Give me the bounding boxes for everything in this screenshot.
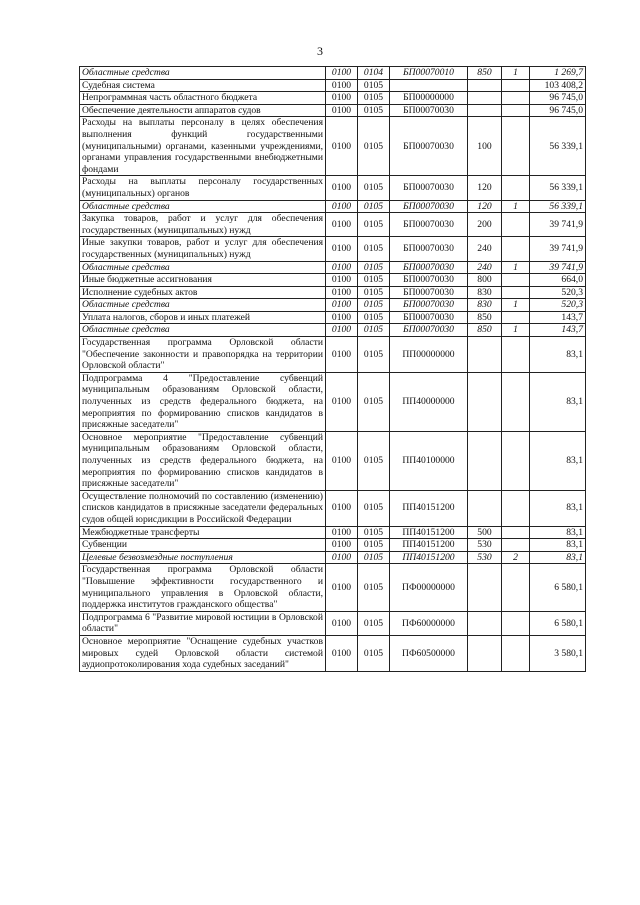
- funding-source-cell: [502, 635, 530, 671]
- subsection-code-cell: 0105: [358, 337, 390, 373]
- table-row: [80, 611, 586, 635]
- table-row: [80, 92, 586, 105]
- table-row: [80, 526, 586, 539]
- funding-source-cell: 1: [502, 200, 530, 213]
- expense-type-cell: 530: [468, 539, 502, 552]
- target-article-cell: БП00070030: [390, 176, 468, 200]
- section-code-cell: 0100: [326, 79, 358, 92]
- amount-cell: 664,0: [530, 274, 586, 287]
- amount-cell: 143,7: [530, 311, 586, 324]
- row-name-cell: Судебная система: [80, 79, 326, 92]
- target-article-cell: БП00070030: [390, 261, 468, 274]
- subsection-code-cell: 0105: [358, 237, 390, 261]
- row-name-cell: Осуществление полномочий по составлению (изменению) списков кандидатов в присяжные заседатели федеральных судов общей юрисдикции в Российской Федерации: [80, 490, 326, 526]
- funding-source-cell: [502, 286, 530, 299]
- table-row: [80, 79, 586, 92]
- expense-type-cell: [468, 92, 502, 105]
- amount-cell: 83,1: [530, 337, 586, 373]
- table-row: [80, 564, 586, 611]
- row-name-cell: Областные средства: [80, 324, 326, 337]
- row-name-cell: Расходы на выплаты персоналу государственных (муниципальных) органов: [80, 176, 326, 200]
- amount-cell: 103 408,2: [530, 79, 586, 92]
- row-name-cell: Межбюджетные трансферты: [80, 526, 326, 539]
- row-name-cell: Основное мероприятие "Предоставление субвенций муниципальным образованиям Орловской области, полученных из средств федерального бюджета, на мероприятия по формированию списков кандидатов в присяжные заседатели": [80, 431, 326, 490]
- section-code-cell: 0100: [326, 564, 358, 611]
- row-name-cell: Иные бюджетные ассигнования: [80, 274, 326, 287]
- amount-cell: 39 741,9: [530, 261, 586, 274]
- section-code-cell: 0100: [326, 104, 358, 117]
- target-article-cell: ПФ00000000: [390, 564, 468, 611]
- row-name-cell: Областные средства: [80, 200, 326, 213]
- row-name-cell: Целевые безвозмездные поступления: [80, 551, 326, 564]
- section-code-cell: 0100: [326, 311, 358, 324]
- section-code-cell: 0100: [326, 635, 358, 671]
- subsection-code-cell: 0105: [358, 92, 390, 105]
- section-code-cell: 0100: [326, 117, 358, 176]
- row-name-cell: Исполнение судебных актов: [80, 286, 326, 299]
- funding-source-cell: [502, 274, 530, 287]
- amount-cell: 56 339,1: [530, 200, 586, 213]
- target-article-cell: ПП40151200: [390, 526, 468, 539]
- row-name-cell: Закупка товаров, работ и услуг для обеспечения государственных (муниципальных) нужд: [80, 213, 326, 237]
- section-code-cell: 0100: [326, 611, 358, 635]
- subsection-code-cell: 0105: [358, 274, 390, 287]
- section-code-cell: 0100: [326, 237, 358, 261]
- amount-cell: 83,1: [530, 551, 586, 564]
- section-code-cell: 0100: [326, 213, 358, 237]
- expense-type-cell: 120: [468, 200, 502, 213]
- amount-cell: 6 580,1: [530, 564, 586, 611]
- target-article-cell: БП00070030: [390, 117, 468, 176]
- expense-type-cell: [468, 104, 502, 117]
- section-code-cell: 0100: [326, 261, 358, 274]
- table-row: [80, 104, 586, 117]
- row-name-cell: Основное мероприятие "Оснащение судебных участков мировых судей Орловской области системой аудиопротоколирования хода судебных заседаний": [80, 635, 326, 671]
- subsection-code-cell: 0105: [358, 200, 390, 213]
- section-code-cell: 0100: [326, 490, 358, 526]
- row-name-cell: Субвенции: [80, 539, 326, 552]
- subsection-code-cell: 0105: [358, 311, 390, 324]
- subsection-code-cell: 0105: [358, 104, 390, 117]
- subsection-code-cell: 0105: [358, 286, 390, 299]
- funding-source-cell: [502, 79, 530, 92]
- subsection-code-cell: 0105: [358, 176, 390, 200]
- target-article-cell: БП00070030: [390, 324, 468, 337]
- section-code-cell: 0100: [326, 299, 358, 312]
- page-number: 3: [317, 44, 323, 58]
- row-name-cell: Областные средства: [80, 299, 326, 312]
- subsection-code-cell: 0105: [358, 490, 390, 526]
- subsection-code-cell: 0105: [358, 564, 390, 611]
- funding-source-cell: [502, 611, 530, 635]
- table-row: [80, 67, 586, 80]
- expense-type-cell: 500: [468, 526, 502, 539]
- target-article-cell: [390, 79, 468, 92]
- target-article-cell: ПП40100000: [390, 431, 468, 490]
- expense-type-cell: 200: [468, 213, 502, 237]
- table-row: [80, 431, 586, 490]
- funding-source-cell: 2: [502, 551, 530, 564]
- table-row: [80, 490, 586, 526]
- section-code-cell: 0100: [326, 67, 358, 80]
- expense-type-cell: 850: [468, 67, 502, 80]
- funding-source-cell: [502, 92, 530, 105]
- subsection-code-cell: 0105: [358, 635, 390, 671]
- target-article-cell: ПФ60000000: [390, 611, 468, 635]
- target-article-cell: БП00070030: [390, 237, 468, 261]
- funding-source-cell: 1: [502, 324, 530, 337]
- section-code-cell: 0100: [326, 324, 358, 337]
- expense-type-cell: [468, 431, 502, 490]
- amount-cell: 56 339,1: [530, 117, 586, 176]
- amount-cell: 56 339,1: [530, 176, 586, 200]
- target-article-cell: ПП00000000: [390, 337, 468, 373]
- row-name-cell: Непрограммная часть областного бюджета: [80, 92, 326, 105]
- table-row: [80, 261, 586, 274]
- subsection-code-cell: 0105: [358, 431, 390, 490]
- subsection-code-cell: 0105: [358, 79, 390, 92]
- funding-source-cell: 1: [502, 299, 530, 312]
- row-name-cell: Иные закупки товаров, работ и услуг для обеспечения государственных (муниципальных) нужд: [80, 237, 326, 261]
- amount-cell: 1 269,7: [530, 67, 586, 80]
- expense-type-cell: 240: [468, 237, 502, 261]
- expense-type-cell: [468, 635, 502, 671]
- row-name-cell: Расходы на выплаты персоналу в целях обеспечения выполнения функций государственными (муниципальными) органами, казенными учреждениями, органами управления государственными внебюджетными фондами: [80, 117, 326, 176]
- target-article-cell: БП00000000: [390, 92, 468, 105]
- subsection-code-cell: 0105: [358, 526, 390, 539]
- target-article-cell: ПП40151200: [390, 551, 468, 564]
- table-row: [80, 299, 586, 312]
- amount-cell: 96 745,0: [530, 92, 586, 105]
- funding-source-cell: [502, 176, 530, 200]
- expense-type-cell: [468, 490, 502, 526]
- table-row: [80, 274, 586, 287]
- budget-table-body: [80, 67, 586, 672]
- amount-cell: 83,1: [530, 372, 586, 431]
- funding-source-cell: [502, 372, 530, 431]
- target-article-cell: ПП40151200: [390, 490, 468, 526]
- amount-cell: 143,7: [530, 324, 586, 337]
- section-code-cell: 0100: [326, 337, 358, 373]
- expense-type-cell: 100: [468, 117, 502, 176]
- expense-type-cell: [468, 564, 502, 611]
- funding-source-cell: [502, 490, 530, 526]
- table-row: [80, 286, 586, 299]
- funding-source-cell: [502, 526, 530, 539]
- subsection-code-cell: 0105: [358, 611, 390, 635]
- table-row: [80, 213, 586, 237]
- expense-type-cell: 830: [468, 299, 502, 312]
- table-row: [80, 176, 586, 200]
- target-article-cell: БП00070030: [390, 311, 468, 324]
- row-name-cell: Областные средства: [80, 67, 326, 80]
- table-row: [80, 117, 586, 176]
- amount-cell: 83,1: [530, 431, 586, 490]
- row-name-cell: Государственная программа Орловской области "Повышение эффективности государственного и муниципального управления в Орловской области, поддержка институтов гражданского общества": [80, 564, 326, 611]
- target-article-cell: ПФ60500000: [390, 635, 468, 671]
- row-name-cell: Уплата налогов, сборов и иных платежей: [80, 311, 326, 324]
- funding-source-cell: [502, 237, 530, 261]
- subsection-code-cell: 0105: [358, 551, 390, 564]
- funding-source-cell: [502, 104, 530, 117]
- amount-cell: 39 741,9: [530, 237, 586, 261]
- subsection-code-cell: 0105: [358, 324, 390, 337]
- section-code-cell: 0100: [326, 539, 358, 552]
- subsection-code-cell: 0105: [358, 117, 390, 176]
- table-row: [80, 200, 586, 213]
- section-code-cell: 0100: [326, 431, 358, 490]
- target-article-cell: БП00070030: [390, 299, 468, 312]
- target-article-cell: ПП40000000: [390, 372, 468, 431]
- table-row: [80, 635, 586, 671]
- section-code-cell: 0100: [326, 176, 358, 200]
- section-code-cell: 0100: [326, 526, 358, 539]
- funding-source-cell: [502, 539, 530, 552]
- funding-source-cell: 1: [502, 261, 530, 274]
- budget-table: [79, 66, 586, 672]
- target-article-cell: БП00070030: [390, 200, 468, 213]
- expense-type-cell: [468, 372, 502, 431]
- amount-cell: 39 741,9: [530, 213, 586, 237]
- table-row: [80, 237, 586, 261]
- amount-cell: 520,3: [530, 286, 586, 299]
- expense-type-cell: 850: [468, 311, 502, 324]
- table-row: [80, 372, 586, 431]
- amount-cell: 520,3: [530, 299, 586, 312]
- funding-source-cell: [502, 564, 530, 611]
- row-name-cell: Подпрограмма 6 "Развитие мировой юстиции в Орловской области": [80, 611, 326, 635]
- expense-type-cell: [468, 611, 502, 635]
- section-code-cell: 0100: [326, 92, 358, 105]
- target-article-cell: БП00070030: [390, 213, 468, 237]
- subsection-code-cell: 0105: [358, 539, 390, 552]
- expense-type-cell: [468, 79, 502, 92]
- funding-source-cell: [502, 337, 530, 373]
- expense-type-cell: [468, 337, 502, 373]
- table-row: [80, 311, 586, 324]
- target-article-cell: ПП40151200: [390, 539, 468, 552]
- table-row: [80, 539, 586, 552]
- funding-source-cell: [502, 431, 530, 490]
- subsection-code-cell: 0105: [358, 372, 390, 431]
- row-name-cell: Обеспечение деятельности аппаратов судов: [80, 104, 326, 117]
- expense-type-cell: 830: [468, 286, 502, 299]
- subsection-code-cell: 0105: [358, 299, 390, 312]
- expense-type-cell: 850: [468, 324, 502, 337]
- amount-cell: 83,1: [530, 526, 586, 539]
- funding-source-cell: [502, 213, 530, 237]
- subsection-code-cell: 0105: [358, 261, 390, 274]
- target-article-cell: БП00070030: [390, 286, 468, 299]
- target-article-cell: БП00070030: [390, 104, 468, 117]
- row-name-cell: Областные средства: [80, 261, 326, 274]
- amount-cell: 3 580,1: [530, 635, 586, 671]
- table-row: [80, 337, 586, 373]
- section-code-cell: 0100: [326, 274, 358, 287]
- funding-source-cell: [502, 117, 530, 176]
- table-row: [80, 551, 586, 564]
- target-article-cell: БП00070010: [390, 67, 468, 80]
- expense-type-cell: 530: [468, 551, 502, 564]
- section-code-cell: 0100: [326, 372, 358, 431]
- row-name-cell: Подпрограмма 4 "Предоставление субвенций муниципальным образованиям Орловской области, полученных из средств федерального бюджета, на мероприятия по формированию списков кандидатов в присяжные заседатели": [80, 372, 326, 431]
- amount-cell: 83,1: [530, 539, 586, 552]
- amount-cell: 6 580,1: [530, 611, 586, 635]
- table-row: [80, 324, 586, 337]
- funding-source-cell: 1: [502, 67, 530, 80]
- subsection-code-cell: 0104: [358, 67, 390, 80]
- expense-type-cell: 240: [468, 261, 502, 274]
- section-code-cell: 0100: [326, 286, 358, 299]
- row-name-cell: Государственная программа Орловской области "Обеспечение законности и правопорядка на территории Орловской области": [80, 337, 326, 373]
- amount-cell: 83,1: [530, 490, 586, 526]
- section-code-cell: 0100: [326, 551, 358, 564]
- target-article-cell: БП00070030: [390, 274, 468, 287]
- funding-source-cell: [502, 311, 530, 324]
- expense-type-cell: 800: [468, 274, 502, 287]
- section-code-cell: 0100: [326, 200, 358, 213]
- expense-type-cell: 120: [468, 176, 502, 200]
- amount-cell: 96 745,0: [530, 104, 586, 117]
- subsection-code-cell: 0105: [358, 213, 390, 237]
